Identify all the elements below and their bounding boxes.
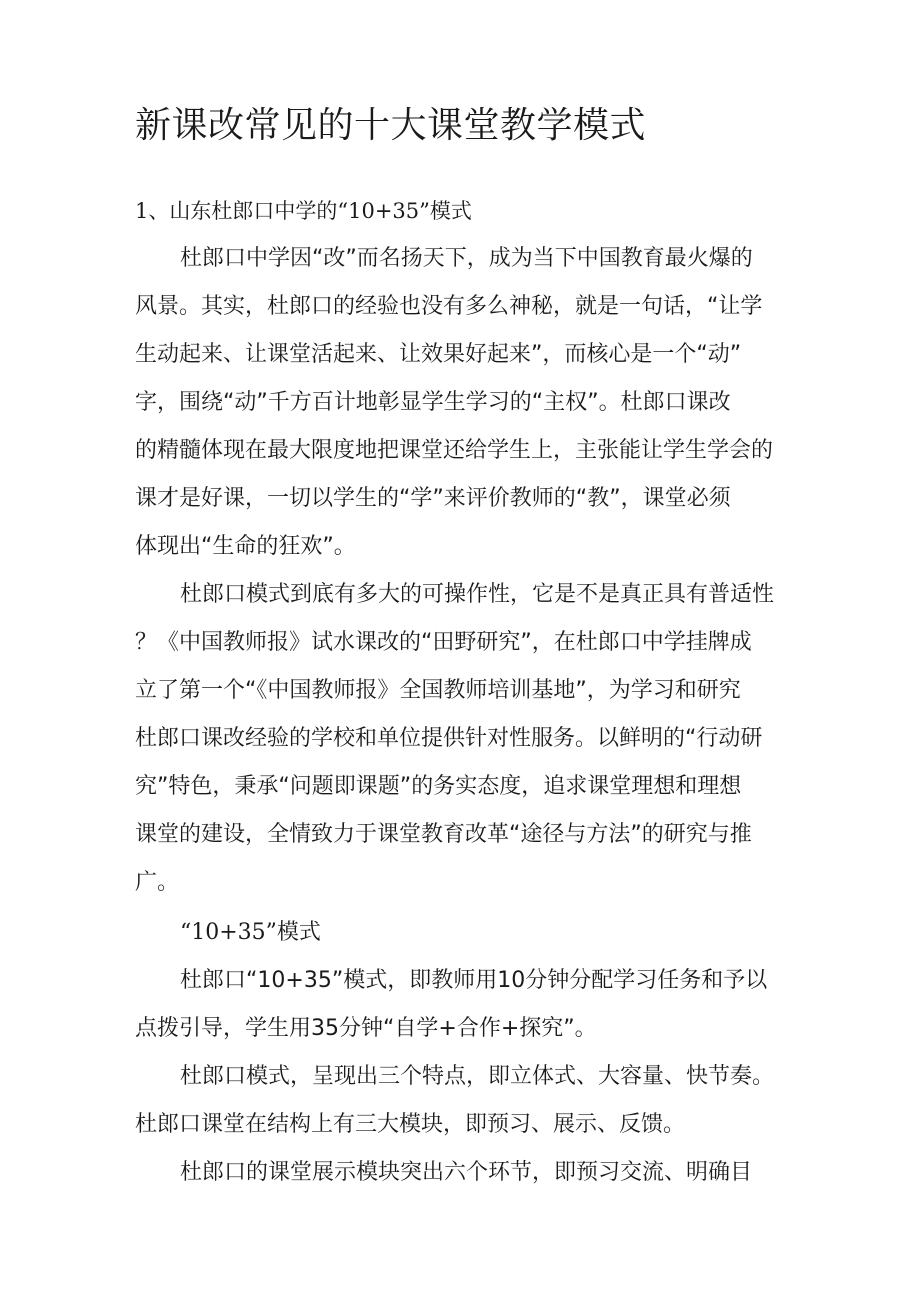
paragraph-line: 点拨引导，学生用35分钟“自学+合作+探究”。 bbox=[135, 1016, 597, 1041]
paragraph-line: 体现出“生命的狂欢”。 bbox=[135, 534, 356, 559]
paragraph-line: 杜郎口模式，呈现出三个特点，即立体式、大容量、快节奏。 bbox=[180, 1064, 775, 1089]
paragraph-line: 杜郎口“10+35”模式，即教师用10分钟分配学习任务和予以 bbox=[180, 968, 768, 993]
subsection-heading: “10+35”模式 bbox=[180, 920, 321, 945]
paragraph-line: 课才是好课，一切以学生的“学”来评价教师的“教”，课堂必须 bbox=[135, 486, 731, 511]
paragraph-line: 杜郎口的课堂展示模块突出六个环节，即预习交流、明确目 bbox=[180, 1160, 753, 1185]
section-heading: 1、山东杜郎口中学的“10+35”模式 bbox=[135, 199, 472, 223]
paragraph-line: 的精髓体现在最大限度地把课堂还给学生上，主张能让学生学会的 bbox=[135, 438, 774, 463]
paragraph-line: 立了第一个“《中国教师报》全国教师培训基地”，为学习和研究 bbox=[135, 678, 741, 703]
paragraph-line: 杜郎口课堂在结构上有三大模块，即预习、展示、反馈。 bbox=[135, 1112, 686, 1137]
document-title: 新课改常见的十大课堂教学模式 bbox=[135, 105, 647, 146]
paragraph-line: 究”特色，秉承“问题即课题”的务实态度，追求课堂理想和理想 bbox=[135, 774, 742, 799]
paragraph-line: 课堂的建设，全情致力于课堂教育改革“途径与方法”的研究与推 bbox=[135, 822, 752, 847]
paragraph-line: 广。 bbox=[135, 870, 180, 895]
paragraph-line: 杜郎口模式到底有多大的可操作性，它是不是真正具有普适性 bbox=[180, 582, 775, 607]
paragraph-line: 生动起来、让课堂活起来、让效果好起来”，而核心是一个“动” bbox=[135, 342, 742, 367]
paragraph-line: ？《中国教师报》试水课改的“田野研究”，在杜郎口中学挂牌成 bbox=[135, 630, 752, 655]
paragraph-line: 杜郎口课改经验的学校和单位提供针对性服务。以鲜明的“行动研 bbox=[135, 726, 763, 751]
paragraph-line: 字，围绕“动”千方百计地彰显学生学习的“主权”。杜郎口课改 bbox=[135, 390, 731, 415]
paragraph-line: 杜郎口中学因“改”而名扬天下，成为当下中国教育最火爆的 bbox=[180, 246, 753, 271]
paragraph-line: 风景。其实，杜郎口的经验也没有多么神秘，就是一句话，“让学 bbox=[135, 294, 763, 319]
